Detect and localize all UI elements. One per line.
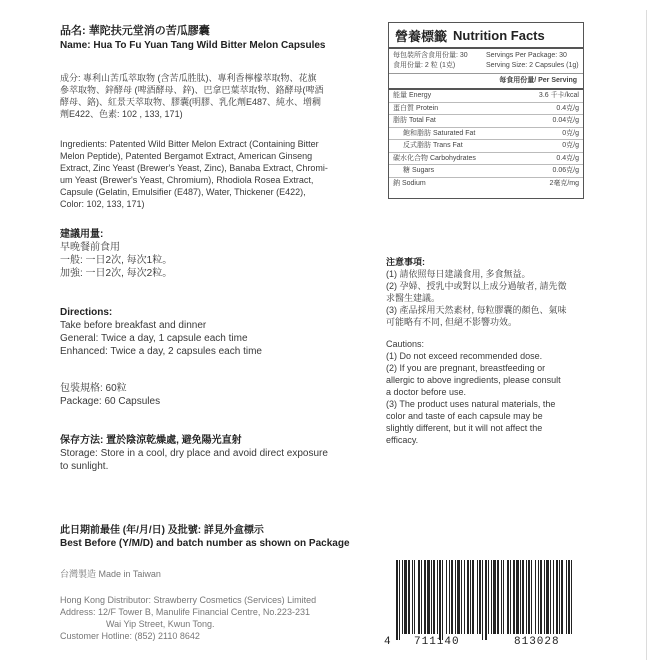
- nutrition-header: [389, 23, 583, 49]
- barcode-bar: [528, 560, 530, 634]
- usage-zh-line: 加強: 一日2次, 每次2粒。: [60, 268, 173, 279]
- barcode-bar: [424, 560, 426, 634]
- nutrition-row: [389, 178, 583, 190]
- barcode-bar: [457, 560, 460, 634]
- cautions-title: Cautions:: [386, 339, 425, 349]
- nutrition-row: [389, 115, 583, 128]
- notes-zh-line: (3) 產品採用天然素材, 每粒膠囊的顏色、氣味: [386, 305, 567, 315]
- barcode-bar: [461, 560, 462, 634]
- product-name-zh: 品名: 華陀扶元堂消の苦瓜膠囊: [60, 25, 210, 37]
- nutrient-value: 0.4克/g: [556, 104, 579, 112]
- barcode-bar: [510, 560, 511, 634]
- barcode-bar: [472, 560, 474, 634]
- barcode-bar: [446, 560, 447, 634]
- cautions-line: slightly different, but it will not affect the: [386, 423, 543, 433]
- servings-zh-line: 食用份量: 2 粒 (1克): [393, 62, 456, 69]
- barcode-bar: [493, 560, 496, 634]
- barcode-bar: [442, 560, 443, 640]
- ingredients-en-line: Melon Peptide), Patented Bergamot Extract, American Ginseng: [60, 151, 313, 161]
- barcode-bar: [449, 560, 450, 634]
- nutrition-row: [389, 128, 583, 141]
- ingredients-zh-line: 參萃取物、鋅酵母 (啤酒酵母、鋅)、巴拿巴葉萃取物、鉻酵母(啤酒: [60, 85, 324, 95]
- servings-en-line: Serving Size: 2 Capsules (1g): [486, 62, 579, 69]
- barcode-bar: [522, 560, 524, 634]
- nutrient-label: 蛋白質 Protein: [393, 104, 439, 112]
- barcode-bar: [482, 560, 483, 640]
- barcode-bar: [467, 560, 469, 634]
- notes-zh-line: 求醫生建議。: [386, 293, 441, 303]
- nutrient-label: 碳水化合物 Carbohydrates: [393, 154, 476, 162]
- package-en: Package: 60 Capsules: [60, 396, 161, 407]
- barcode-bar: [477, 560, 478, 634]
- barcode-bar: [439, 560, 441, 640]
- barcode-bar: [451, 560, 453, 634]
- barcode-bar: [550, 560, 551, 634]
- cautions-line: efficacy.: [386, 435, 419, 445]
- barcode-bar: [513, 560, 515, 634]
- barcode-bar: [559, 560, 560, 634]
- barcode-bar: [414, 560, 415, 634]
- barcode-bar: [418, 560, 420, 634]
- ingredients-zh: [60, 72, 390, 120]
- nutrient-label: 反式脂肪 Trans Fat: [403, 142, 463, 149]
- barcode-bar: [553, 560, 554, 634]
- notes-zh: [386, 256, 616, 328]
- barcode-bar: [408, 560, 410, 634]
- nutrient-label: 脂肪 Total Fat: [393, 117, 436, 124]
- ingredients-zh-line: 劑E422、色素: 102 , 133, 171): [60, 109, 183, 119]
- barcode-bar: [546, 560, 549, 634]
- nutrition-facts-panel: [388, 22, 584, 199]
- barcode-bar: [497, 560, 499, 634]
- barcode-bar: [561, 560, 563, 634]
- notes-zh-line: (2) 孕婦、授乳中或對以上成分過敏者, 請先徵: [386, 281, 567, 291]
- cautions-line: (1) Do not exceed recommended dose.: [386, 351, 543, 361]
- barcode-bar: [566, 560, 567, 634]
- nutrient-value: 0.4克/g: [556, 154, 579, 162]
- barcode-number-mid: 711140: [414, 636, 460, 648]
- nutrient-label: 糖 Sugars: [403, 167, 435, 174]
- distributor-line: Customer Hotline: (852) 2110 8642: [60, 631, 200, 641]
- distributor: [60, 594, 400, 642]
- barcode-bar: [427, 560, 430, 634]
- origin: 台灣製造 Made in Taiwan: [60, 569, 161, 579]
- cautions: [386, 338, 626, 446]
- ingredients-en-line: Capsule (Gelatin, Emulsifier (E487), Water, Thickener (E422),: [60, 187, 306, 197]
- barcode-number-right: 813028: [514, 636, 560, 648]
- nutrition-row: [389, 153, 583, 166]
- nutrient-label: 能量 Energy: [393, 92, 432, 99]
- barcode-bar: [531, 560, 532, 634]
- nutrient-value: 0克/g: [562, 129, 579, 137]
- servings-en-line: Servings Per Package: 30: [486, 52, 567, 59]
- nutrition-row: [389, 90, 583, 103]
- directions-line: General: Twice a day, 1 capsule each time: [60, 333, 248, 344]
- barcode-bar: [503, 560, 504, 634]
- barcode: [384, 560, 610, 648]
- nutrient-value: 2毫克/mg: [549, 179, 579, 187]
- barcode-number-left: 4: [384, 636, 392, 648]
- product-name-en: Name: Hua To Fu Yuan Tang Wild Bitter Melon Capsules: [60, 40, 326, 51]
- storage-info: [60, 434, 400, 473]
- barcode-bar: [538, 560, 539, 634]
- directions-line: Enhanced: Twice a day, 2 capsules each time: [60, 346, 262, 357]
- barcode-bar: [516, 560, 519, 634]
- barcode-bar: [421, 560, 422, 634]
- barcode-bar: [412, 560, 413, 634]
- barcode-bar: [540, 560, 542, 634]
- per-serving-header: 每食用份量/ Per Serving: [389, 74, 583, 90]
- notes-zh-line: 可能略有不同, 但絕不影響功效。: [386, 317, 518, 327]
- best-before-en: Best Before (Y/M/D) and batch number as shown on Package: [60, 538, 350, 549]
- barcode-bar: [479, 560, 481, 634]
- usage-zh-title: 建議用量:: [60, 229, 104, 240]
- distributor-line: Address: 12/F Tower B, Manulife Financial Centre, No.223-231: [60, 607, 310, 617]
- nutrient-label: 鈉 Sodium: [393, 179, 426, 187]
- servings-info: [389, 49, 583, 74]
- ingredients-zh-line: 酵母、鉻)、紅景天萃取物、膠囊(明膠、乳化劑E487、純水、增稠: [60, 97, 322, 107]
- barcode-bar: [402, 560, 403, 634]
- barcode-bar: [470, 560, 471, 634]
- barcode-bar: [399, 560, 400, 640]
- nutrient-label: 飽和脂肪 Saturated Fat: [403, 129, 476, 137]
- ingredients-en-line: Ingredients: Patented Wild Bitter Melon Extract (Containing Bitter: [60, 139, 319, 149]
- barcode-bar: [437, 560, 438, 634]
- ingredients-en-line: Color: 102, 133, 171): [60, 199, 145, 209]
- barcode-bar: [488, 560, 489, 634]
- servings-zh-line: 每包裝所含食用份量: 30: [393, 52, 468, 59]
- barcode-bar: [526, 560, 527, 634]
- nutrition-row: [389, 140, 583, 153]
- barcode-bar: [501, 560, 502, 634]
- nutrient-value: 3.6 千卡/kcal: [538, 92, 579, 99]
- package-info: [60, 382, 360, 408]
- barcode-bar: [464, 560, 465, 634]
- ingredients-zh-line: 成分: 專利山苦瓜萃取物 (含苦瓜胜肽)、專利香檸檬萃取物、花旗: [60, 73, 317, 83]
- distributor-line: Wai Yip Street, Kwun Tong.: [106, 619, 215, 629]
- cautions-line: a doctor before use.: [386, 387, 467, 397]
- barcode-bar: [556, 560, 558, 634]
- directions-line: Take before breakfast and dinner: [60, 320, 207, 331]
- barcode-bar: [571, 560, 572, 634]
- cautions-line: (3) The product uses natural materials, the: [386, 399, 556, 409]
- storage-zh: 保存方法: 置於陰涼乾燥處, 避免陽光直射: [60, 435, 242, 446]
- barcode-bar: [568, 560, 570, 634]
- usage-zh-line: 一般: 一日2次, 每次1粒。: [60, 255, 173, 266]
- cautions-line: allergic to above ingredients, please consult: [386, 375, 561, 385]
- barcode-bar: [404, 560, 407, 634]
- nutrition-row: [389, 103, 583, 116]
- barcode-bar: [544, 560, 545, 634]
- ingredients-en-line: um Yeast (Brewer's Yeast, Chromium), Rhodiola Rosea Extract,: [60, 175, 314, 185]
- barcode-bar: [396, 560, 398, 640]
- usage-zh-line: 早晚餐前食用: [60, 242, 120, 253]
- directions: [60, 306, 380, 358]
- nutrition-row: [389, 165, 583, 178]
- nutrient-value: 0.04克/g: [552, 117, 579, 124]
- notes-zh-title: 注意事項:: [386, 257, 425, 267]
- barcode-bar: [455, 560, 456, 634]
- usage-zh: [60, 228, 360, 280]
- nutrient-value: 0克/g: [562, 142, 579, 149]
- barcode-bar: [433, 560, 435, 634]
- barcode-bar: [485, 560, 487, 640]
- barcode-bar: [431, 560, 432, 634]
- cautions-line: color and taste of each capsule may be: [386, 411, 543, 421]
- storage-en-line: to sunlight.: [60, 461, 109, 472]
- nutrition-title-en: Nutrition Facts: [453, 27, 545, 43]
- barcode-bar: [520, 560, 521, 634]
- best-before: [60, 524, 420, 550]
- barcode-bar: [507, 560, 509, 634]
- notes-zh-line: (1) 請依照每日建議食用, 多食無益。: [386, 269, 531, 279]
- distributor-line: Hong Kong Distributor: Strawberry Cosmetics (Services) Limited: [60, 595, 317, 605]
- storage-en-line: Storage: Store in a cool, dry place and avoid direct exposure: [60, 448, 328, 459]
- ingredients-en: [60, 138, 400, 210]
- best-before-zh: 此日期前最佳 (年/月/日) 及批號: 詳見外盒標示: [60, 525, 264, 536]
- ingredients-en-line: Extract, Zinc Yeast (Brewer's Yeast, Zinc), Banaba Extract, Chromi-: [60, 163, 328, 173]
- cautions-line: (2) If you are pregnant, breastfeeding or: [386, 363, 546, 373]
- nutrition-title-zh: 營養標籤: [395, 28, 448, 44]
- barcode-bar: [535, 560, 536, 634]
- barcode-bars: [396, 560, 598, 634]
- barcode-bar: [491, 560, 492, 634]
- directions-title: Directions:: [60, 307, 113, 318]
- package-zh: 包裝規格: 60粒: [60, 383, 127, 394]
- nutrient-value: 0.06克/g: [552, 167, 579, 174]
